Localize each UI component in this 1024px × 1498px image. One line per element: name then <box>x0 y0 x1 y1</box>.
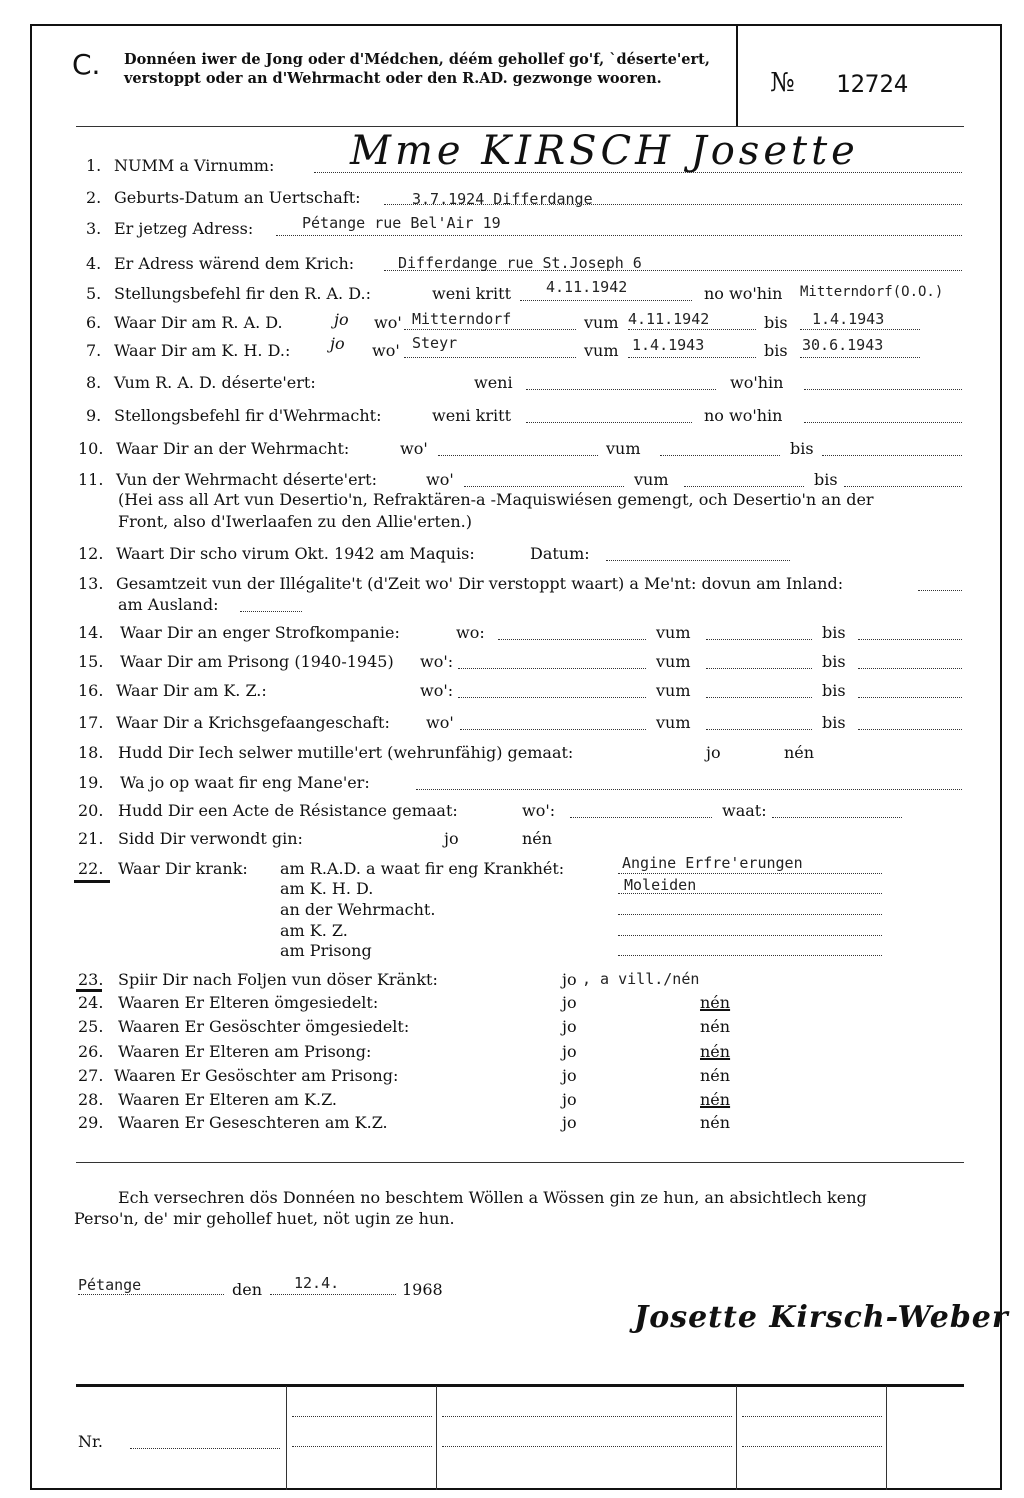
field-17-bis: bis <box>822 713 846 732</box>
field-6-vum: vum <box>584 313 619 332</box>
field-6-wo: wo' <box>374 313 402 332</box>
field-24-num: 24. <box>78 993 104 1012</box>
field-25-label: Waaren Er Gesöschter ömgesiedelt: <box>118 1017 410 1036</box>
field-8-weni: weni <box>474 373 513 392</box>
field-11-vum: vum <box>634 470 669 489</box>
field-16-num: 16. <box>78 681 104 700</box>
field-21-jo[interactable]: jo <box>444 829 459 848</box>
field-29-jo[interactable]: jo <box>562 1113 577 1132</box>
field-14-bis: bis <box>822 623 846 642</box>
field-6-label: Waar Dir am R. A. D. <box>114 313 283 332</box>
field-3-value[interactable]: Pétange rue Bel'Air 19 <box>302 214 501 232</box>
field-25-num: 25. <box>78 1017 104 1036</box>
field-23-jo[interactable]: jo <box>562 970 577 989</box>
field-27-jo[interactable]: jo <box>562 1066 577 1085</box>
field-7-to[interactable]: 30.6.1943 <box>802 336 884 354</box>
field-18-label: Hudd Dir Iech selwer mutille'ert (wehrunfähig) gemaat: <box>118 743 574 762</box>
field-14-wo: wo: <box>456 623 485 642</box>
field-21-nen[interactable]: nén <box>522 829 553 848</box>
field-22-margin-mark <box>74 880 110 883</box>
field-27-num: 27. <box>78 1066 104 1085</box>
field-15-num: 15. <box>78 652 104 671</box>
field-9-wohin: no wo'hin <box>704 406 783 425</box>
field-5-where[interactable]: Mitterndorf(O.O.) <box>800 284 944 300</box>
field-10-vum: vum <box>606 439 641 458</box>
field-3-label: Er jetzeg Adress: <box>114 219 254 238</box>
field-24-label: Waaren Er Elteren ömgesiedelt: <box>118 993 379 1012</box>
field-22-kz: am K. Z. <box>280 921 348 940</box>
field-10-num: 10. <box>78 439 104 458</box>
field-12-num: 12. <box>78 544 104 563</box>
signature-place[interactable]: Pétange <box>78 1276 142 1294</box>
field-24-jo[interactable]: jo <box>562 993 577 1012</box>
field-7-num: 7. <box>86 341 102 360</box>
form-title: Donnéen iwer de Jong oder d'Médchen, déém gehollef go'f, `déserte'ert, verstoppt oder an d'Wehrmacht oder den R.AD. gezwonge wooren. <box>124 51 710 87</box>
field-17-vum: vum <box>656 713 691 732</box>
field-11-bis: bis <box>814 470 838 489</box>
number-label: № <box>770 68 795 98</box>
field-17-label: Waar Dir a Krichsgefaangeschaft: <box>116 713 390 732</box>
footer-nr-label: Nr. <box>78 1432 103 1451</box>
field-6-bis: bis <box>764 313 788 332</box>
field-14-num: 14. <box>78 623 104 642</box>
field-10-label: Waar Dir an der Wehrmacht: <box>116 439 350 458</box>
field-15-wo: wo': <box>420 652 454 671</box>
field-15-vum: vum <box>656 652 691 671</box>
form-number: 12724 <box>836 70 909 98</box>
field-16-vum: vum <box>656 681 691 700</box>
field-18-num: 18. <box>78 743 104 762</box>
field-1-num: 1. <box>86 156 102 175</box>
signature-den: den <box>232 1280 263 1299</box>
field-21-label: Sidd Dir verwondt gin: <box>118 829 303 848</box>
field-26-nen[interactable]: nén <box>700 1042 731 1061</box>
field-29-num: 29. <box>78 1113 104 1132</box>
field-6-from[interactable]: 4.11.1942 <box>628 310 710 328</box>
field-14-vum: vum <box>656 623 691 642</box>
field-6-place[interactable]: Mitterndorf <box>412 310 512 328</box>
field-17-num: 17. <box>78 713 104 732</box>
field-14-label: Waar Dir an enger Strofkompanie: <box>120 623 400 642</box>
field-7-from[interactable]: 1.4.1943 <box>632 336 705 354</box>
field-16-wo: wo': <box>420 681 454 700</box>
field-22-rad: am R.A.D. a waat fir eng Krankhét: <box>280 859 565 878</box>
field-4-value[interactable]: Differdange rue St.Joseph 6 <box>398 254 642 272</box>
field-23-label: Spiir Dir nach Foljen vun döser Kränkt: <box>118 970 438 989</box>
declaration-line-2: Perso'n, de' mir gehollef huet, nöt ugin ze hun. <box>74 1209 455 1228</box>
field-15-bis: bis <box>822 652 846 671</box>
field-5-num: 5. <box>86 284 102 303</box>
field-22-num: 22. <box>78 859 104 878</box>
field-23-num: 23. <box>78 970 104 989</box>
field-12-label: Waart Dir scho virum Okt. 1942 am Maquis: <box>116 544 475 563</box>
field-15-label: Waar Dir am Prisong (1940-1945) <box>120 652 394 671</box>
field-21-num: 21. <box>78 829 104 848</box>
field-20-waat: waat: <box>722 801 767 820</box>
field-2-label: Geburts-Datum an Uertschaft: <box>114 188 361 207</box>
field-23-margin-mark <box>76 989 102 992</box>
declaration-line-1: Ech versechren dös Donnéen no beschtem Wöllen a Wössen gin ze hun, an absichtlech keng <box>118 1188 867 1207</box>
field-26-num: 26. <box>78 1042 104 1061</box>
signature-date[interactable]: 12.4. <box>294 1274 340 1292</box>
field-6-jo: jo <box>334 310 349 329</box>
field-11-note-1: (Hei ass all Art vun Desertio'n, Refraktären-a -Maquiswiésen gemengt, och Desertio'n an der <box>118 490 874 509</box>
field-29-nen[interactable]: nén <box>700 1113 731 1132</box>
header-divider <box>76 126 964 127</box>
signature-year: 1968 <box>402 1280 443 1299</box>
signature: Josette Kirsch-Weber <box>634 1300 1009 1335</box>
field-4-num: 4. <box>86 254 102 273</box>
field-20-wo: wo': <box>522 801 556 820</box>
field-1-value[interactable]: Mme KIRSCH Josette <box>350 128 859 174</box>
field-22-rad-value[interactable]: Angine Erfre'erungen <box>622 854 803 872</box>
footer-col-4 <box>886 1386 887 1490</box>
field-27-nen[interactable]: nén <box>700 1066 731 1085</box>
field-8-label: Vum R. A. D. déserte'ert: <box>114 373 316 392</box>
field-29-label: Waaren Er Geseschteren am K.Z. <box>118 1113 388 1132</box>
field-7-label: Waar Dir am K. H. D.: <box>114 341 291 360</box>
field-9-num: 9. <box>86 406 102 425</box>
field-25-jo[interactable]: jo <box>562 1017 577 1036</box>
field-13-label: Gesamtzeit vun der Illégalite't (d'Zeit wo' Dir verstoppt waart) a Me'nt: dovun am Inland: <box>116 574 844 593</box>
field-2-value[interactable]: 3.7.1924 Differdange <box>412 190 593 208</box>
field-1-label: NUMM a Virnumm: <box>114 156 275 175</box>
field-8-wohin: wo'hin <box>730 373 784 392</box>
field-9-weni: weni kritt <box>432 406 511 425</box>
header-divider-vertical <box>736 26 738 126</box>
field-11-wo: wo' <box>426 470 454 489</box>
field-13-ausland: am Ausland: <box>118 595 219 614</box>
section-divider <box>76 1162 964 1163</box>
field-2-num: 2. <box>86 188 102 207</box>
field-26-jo[interactable]: jo <box>562 1042 577 1061</box>
field-7-bis: bis <box>764 341 788 360</box>
field-28-num: 28. <box>78 1090 104 1109</box>
field-5-label: Stellungsbefehl fir den R. A. D.: <box>114 284 371 303</box>
field-6-to[interactable]: 1.4.1943 <box>812 310 885 328</box>
footer-rule <box>76 1384 964 1387</box>
section-letter: C. <box>72 48 101 81</box>
field-6-num: 6. <box>86 313 102 332</box>
field-28-nen[interactable]: nén <box>700 1090 731 1109</box>
field-11-note-2: Front, also d'Iwerlaafen zu den Allie'erten.) <box>118 512 472 531</box>
field-25-nen[interactable]: nén <box>700 1017 731 1036</box>
footer-col-3 <box>736 1386 737 1490</box>
field-11-num: 11. <box>78 470 104 489</box>
field-28-jo[interactable]: jo <box>562 1090 577 1109</box>
field-22-prisong: am Prisong <box>280 941 372 960</box>
field-28-label: Waaren Er Elteren am K.Z. <box>118 1090 338 1109</box>
footer-col-2 <box>436 1386 437 1490</box>
field-16-label: Waar Dir am K. Z.: <box>116 681 267 700</box>
field-20-num: 20. <box>78 801 104 820</box>
field-23-value[interactable]: , a vill./nén <box>582 970 700 988</box>
field-7-place[interactable]: Steyr <box>412 334 458 352</box>
field-5-date[interactable]: 4.11.1942 <box>546 278 628 296</box>
field-16-bis: bis <box>822 681 846 700</box>
field-20-label: Hudd Dir een Acte de Résistance gemaat: <box>118 801 458 820</box>
field-12-datum: Datum: <box>530 544 590 563</box>
field-18-nen[interactable]: nén <box>784 743 815 762</box>
field-10-wo: wo' <box>400 439 428 458</box>
field-9-label: Stellongsbefehl fir d'Wehrmacht: <box>114 406 382 425</box>
field-22-khd-value[interactable]: Moleiden <box>624 876 697 894</box>
field-17-wo: wo' <box>426 713 454 732</box>
field-19-num: 19. <box>78 773 104 792</box>
field-5-where-label: no wo'hin <box>704 284 783 303</box>
field-18-jo[interactable]: jo <box>706 743 721 762</box>
field-22-wehr: an der Wehrmacht. <box>280 900 436 919</box>
field-5-weni: weni kritt <box>432 284 511 303</box>
field-7-vum: vum <box>584 341 619 360</box>
field-3-num: 3. <box>86 219 102 238</box>
field-19-label: Wa jo op waat fir eng Mane'er: <box>120 773 370 792</box>
field-7-wo: wo' <box>372 341 400 360</box>
field-26-label: Waaren Er Elteren am Prisong: <box>118 1042 372 1061</box>
field-13-num: 13. <box>78 574 104 593</box>
field-7-jo: jo <box>330 334 345 353</box>
field-4-label: Er Adress wärend dem Krich: <box>114 254 355 273</box>
field-24-nen[interactable]: nén <box>700 993 731 1012</box>
field-8-num: 8. <box>86 373 102 392</box>
field-22-label: Waar Dir krank: <box>118 859 248 878</box>
field-22-khd: am K. H. D. <box>280 879 374 898</box>
footer-col-1 <box>286 1386 287 1490</box>
field-10-bis: bis <box>790 439 814 458</box>
field-27-label: Waaren Er Gesöschter am Prisong: <box>114 1066 399 1085</box>
field-11-label: Vun der Wehrmacht déserte'ert: <box>116 470 377 489</box>
